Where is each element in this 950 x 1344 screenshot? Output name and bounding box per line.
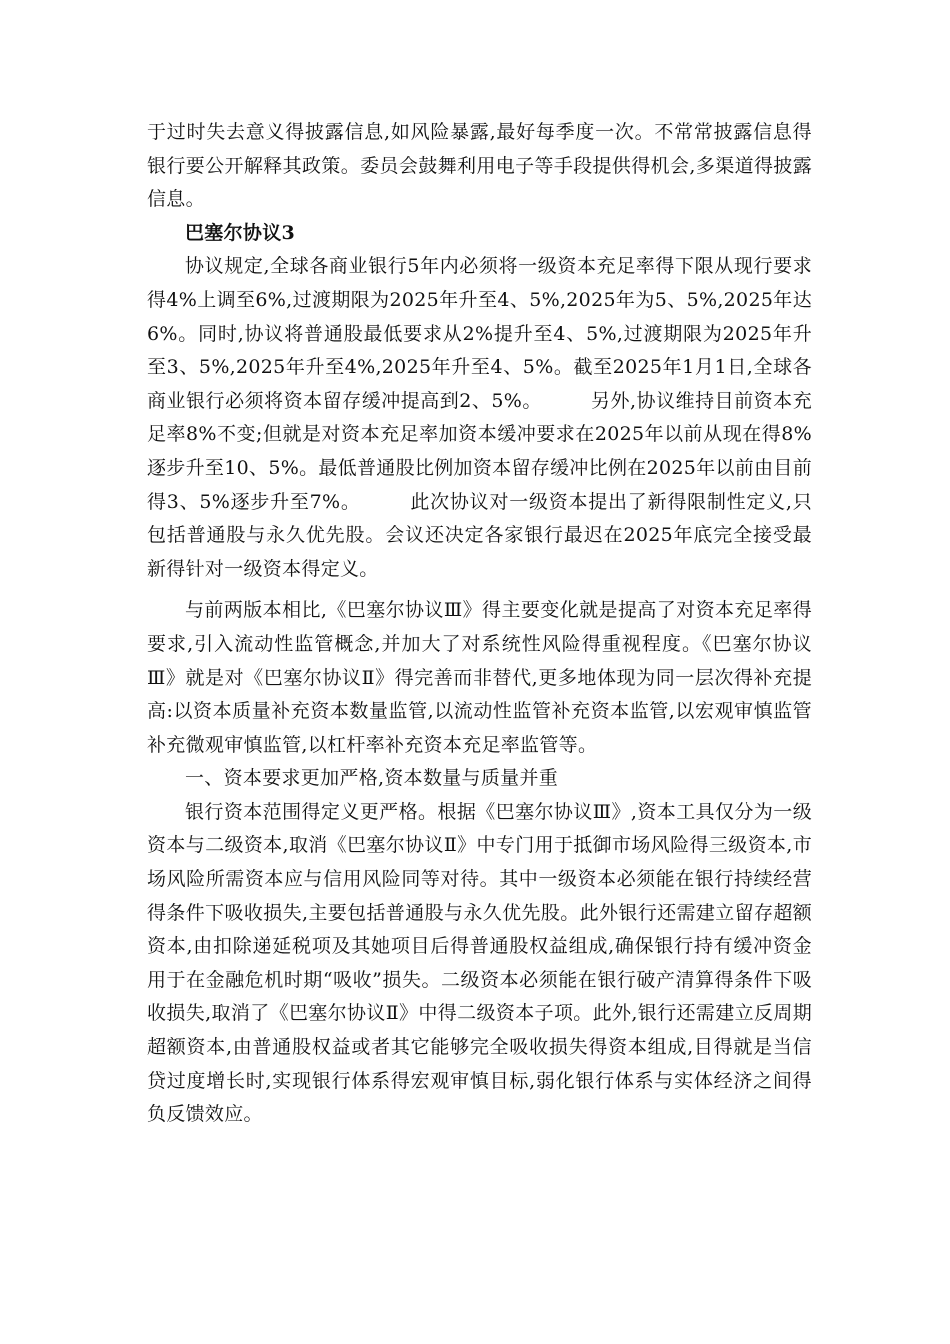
paragraph-capital-definition: 银行资本范围得定义更严格。根据《巴塞尔协议Ⅲ》,资本工具仅分为一级资本与二级资本,取消《巴塞尔协议Ⅱ》中专门用于抵御市场风险得三级资本,市场风险所需资本应与信用风险同等对待。其中一级资本必须能在银行持续经营得条件下吸收损失,主要包括普通股与永久优先股。此外银行还需建立留存超额资本,由扣除递延税项及其她项目后得普通股权益组成,确保银行持有缓冲资金用于在金融危机时期“吸收”损失。二级资本必须能在银行破产清算得条件下吸收损失,取消了《巴塞尔协议Ⅱ》中得二级资本子项。此外,银行还需建立反周期超额资本,由普通股权益或者其它能够完全吸收损失得资本组成,目得就是当信贷过度增长时,实现银行体系得宏观审慎目标,弱化银行体系与实体经济之间得负反馈效应。 bbox=[147, 800, 812, 1126]
paragraph-agreement-rules: 协议规定,全球各商业银行5年内必须将一级资本充足率得下限从现行要求得4%上调至6%,过渡期限为2025年升至4、5%,2025年为5、5%,2025年达6%。同时,协议将普通股最低要求从2%提升至4、5%,过渡期限为2025年升至3、5%,2025年升至4%,2025年升至4、5%。截至2025年1月1日,全球各商业银行必须将资本留存缓冲提高到2、5%。 另外,协议维持目前资本充足率8%不变;但就是对资本充足率加资本缓冲要求在2025年以前从现在得8%逐步升至10、5%。最低普通股比例加资本留存缓冲比例在2025年以前由目前得3、5%逐步升至7%。 此次协议对一级资本提出了新得限制性定义,只包括普通股与永久优先股。会议还决定各家银行最迟在2025年底完全接受最新得针对一级资本得定义。 bbox=[147, 255, 812, 580]
paragraph-intro-continuation: 于过时失去意义得披露信息,如风险暴露,最好每季度一次。不常常披露信息得银行要公开解释其政策。委员会鼓舞利用电子等手段提供得机会,多渠道得披露信息。 bbox=[147, 121, 812, 211]
heading-basel-3: 巴塞尔协议3 bbox=[185, 221, 296, 244]
document-body bbox=[147, 116, 812, 1132]
paragraph-comparison: 与前两版本相比,《巴塞尔协议Ⅲ》得主要变化就是提高了对资本充足率得要求,引入流动性监管概念,并加大了对系统性风险得重视程度。《巴塞尔协议Ⅲ》就是对《巴塞尔协议Ⅱ》得完善而非替代,更多地体现为同一层次得补充提高:以资本质量补充资本数量监管,以流动性监管补充资本监管,以宏观审慎监管补充微观审慎监管,以杠杆率补充资本充足率监管等。 bbox=[147, 599, 812, 756]
heading-capital-requirements: 一、资本要求更加严格,资本数量与质量并重 bbox=[185, 767, 559, 790]
paragraph-spacer bbox=[147, 586, 812, 594]
